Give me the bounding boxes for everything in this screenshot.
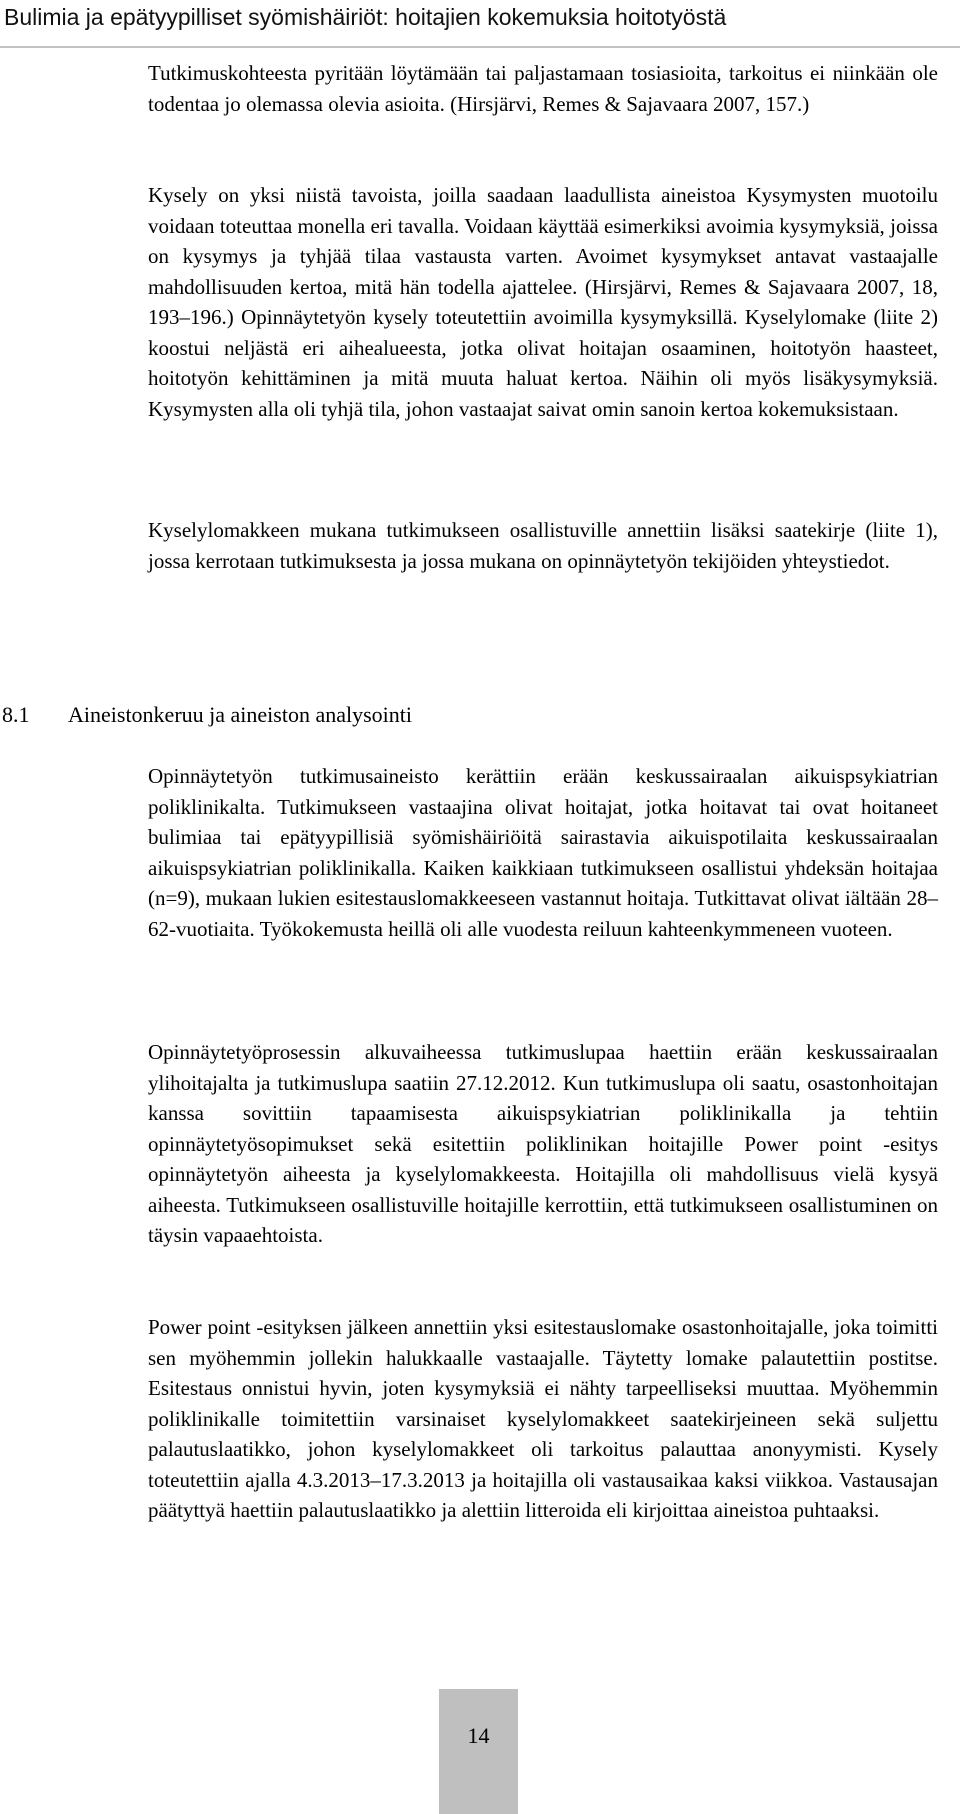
- paragraph-research-goal: Tutkimuskohteesta pyritään löytämään tai paljastamaan tosiasioita, tarkoitus ei niinkään ole todentaa jo olemassa olevia asioita. (Hirsjärvi, Remes & Sajavaara 2007, 157.): [148, 61, 938, 116]
- section-title: Aineistonkeruu ja aineiston analysointi: [68, 702, 412, 727]
- paragraph-cover-letter: Kyselylomakkeen mukana tutkimukseen osallistuville annettiin lisäksi saatekirje (liite 1), jossa kerrotaan tutkimuksesta ja jossa mukana on opinnäytetyön tekijöiden yhteystiedot.: [148, 518, 938, 573]
- header-title: Bulimia ja epätyypilliset syömishäiriöt: hoitajien kokemuksia hoitotyöstä: [4, 4, 727, 30]
- paragraph-pretest-and-survey: Power point -esityksen jälkeen annettiin yksi esitestauslomake osastonhoitajalle, joka toimitti sen myöhemmin jollekin halukkaalle vastaajalle. Täytetty lomake palautettiin postitse. Esitestaus onnistui hyvin, joten kysymyksiä ei nähty tarpeelliseksi muuttaa. Myöhemmin poliklinikalle toimitettiin varsinaiset kyselylomakkeet saatekirjeineen sekä suljettu palautuslaatikko, johon kyselylomakkeet oli tarkoitus palauttaa anonyymisti. Kysely toteutettiin ajalla 4.3.2013–17.3.2013 ja hoitajilla oli vastausaikaa kaksi viikkoa. Vastausajan päätyttyä haettiin palautuslaatikko ja alettiin litteroida eli kirjoittaa aineistoa puhtaaksi.: [148, 1315, 938, 1522]
- section-number: 8.1: [2, 702, 30, 727]
- page-number: 14: [467, 1723, 490, 1748]
- running-header: [0, 0, 960, 48]
- paragraph-data-collection: Opinnäytetyön tutkimusaineisto kerättiin erään keskussairaalan aikuispsykiatrian poliklinikalta. Tutkimukseen vastaajina olivat hoitajat, jotka hoitavat tai ovat hoitaneet bulimiaa tai epätyypillisiä syömishäiriöitä sairastavia aikuispotilaita keskussairaalan aikuispsykiatrian poliklinikalla. Kaiken kaikkiaan tutkimukseen osallistui yhdeksän hoitajaa (n=9), mukaan lukien esitestauslomakkeeseen vastannut hoitaja. Tutkittavat olivat iältään 28–62-vuotiaita. Työkokemusta heillä oli alle vuodesta reiluun kahteenkymmeneen vuoteen.: [148, 764, 938, 941]
- paragraph-questionnaire-method: Kysely on yksi niistä tavoista, joilla saadaan laadullista aineistoa Kysymysten muotoilu voidaan toteuttaa monella eri tavalla. Voidaan käyttää esimerkiksi avoimia kysymyksiä, joissa on kysymys ja tyhjää tilaa vastausta varten. Avoimet kysymykset antavat vastaajalle mahdollisuuden kertoa, mitä hän todella ajattelee. (Hirsjärvi, Remes & Sajavaara 2007, 18, 193–196.) Opinnäytetyön kysely toteutettiin avoimilla kysymyksillä. Kyselylomake (liite 2) koostui neljästä eri aihealueesta, jotka olivat hoitajan osaaminen, hoitotyön haasteet, hoitotyön kehittäminen ja mitä muuta haluat kertoa. Näihin oli myös lisäkysymyksiä. Kysymysten alla oli tyhjä tila, johon vastaajat saivat omin sanoin kertoa kokemuksistaan.: [148, 183, 938, 421]
- page-number-box: [439, 1689, 518, 1814]
- paragraph-research-permit: Opinnäytetyöprosessin alkuvaiheessa tutkimuslupaa haettiin erään keskussairaalan ylihoitajalta ja tutkimuslupa saatiin 27.12.2012. Kun tutkimuslupa oli saatu, osastonhoitajan kanssa sovittiin tapaamisesta aikuispsykiatrian poliklinikalla ja tehtiin opinnäytetyösopimukset sekä esitettiin poliklinikan hoitajille Power point -esitys opinnäytetyön aiheesta ja kyselylomakkeesta. Hoitajilla oli mahdollisuus vielä kysyä aiheesta. Tutkimukseen osallistuville hoitajille kerrottiin, että tutkimukseen osallistuminen on täysin vapaaehtoista.: [148, 1040, 938, 1247]
- section-heading: [2, 700, 902, 730]
